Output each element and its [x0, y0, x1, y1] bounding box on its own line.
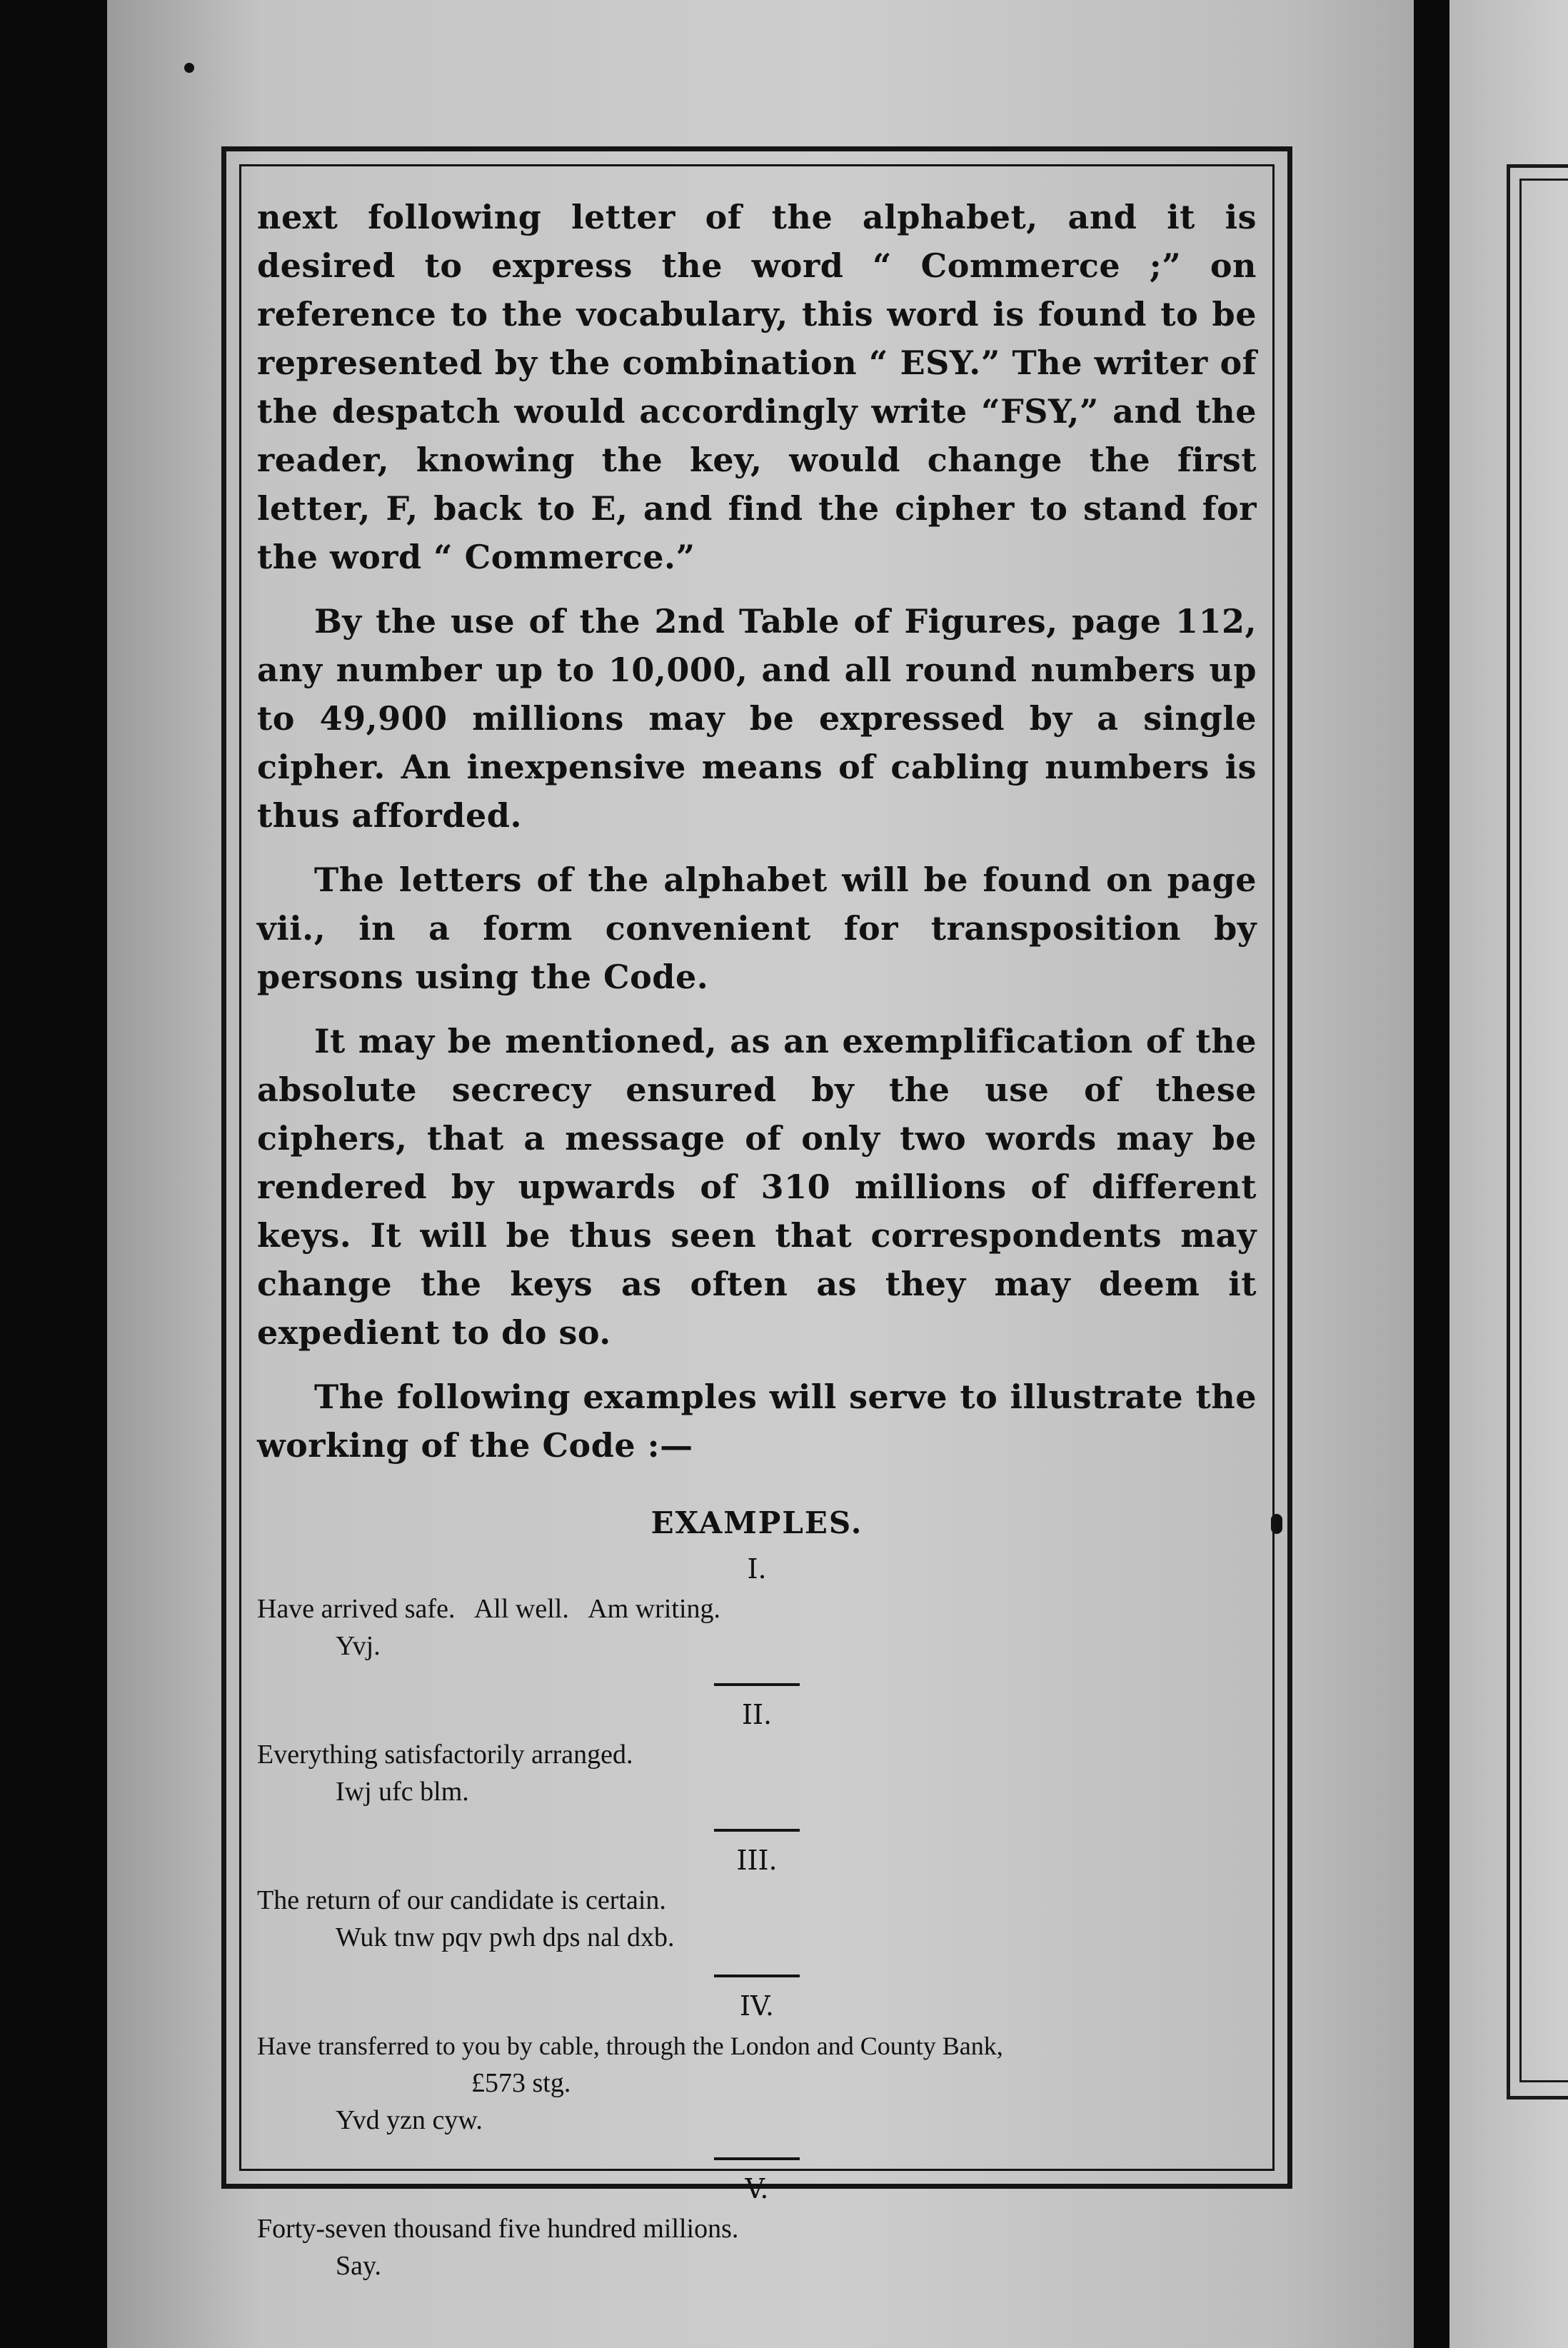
separator-rule: [714, 1683, 800, 1686]
page-text: [257, 193, 1257, 2284]
example-text: Forty-seven thousand five hundred millions.: [257, 2214, 739, 2244]
separator-rule: [714, 1829, 800, 1832]
example-cipher: Yvd yzn cyw.: [336, 2105, 483, 2135]
example-numeral: II.: [741, 1699, 773, 1730]
adjacent-page-inner-frame: [1519, 179, 1568, 2082]
examples-heading: EXAMPLES.: [650, 1505, 863, 1540]
example-block: [257, 1990, 1257, 2139]
example-cipher: Iwj ufc blm.: [336, 1777, 469, 1807]
example-text: The return of our candidate is certain.: [257, 1885, 666, 1915]
example-cipher: Yvj.: [336, 1631, 381, 1661]
example-numeral: IV.: [740, 1990, 774, 2022]
paragraph: It may be mentioned, as an exemplification of the absolute secrecy ensured by the use of these ciphers, that a message of only two words may be rendered by upwards of 310 millions of different keys. It will be thus seen that correspondents may change the keys as often as they may deem it expedient to do so.: [257, 1022, 1257, 1352]
separator-rule: [714, 2157, 800, 2160]
example-amount: £573 stg.: [471, 2068, 571, 2098]
example-numeral: V.: [745, 2173, 769, 2204]
example-numeral: I.: [747, 1553, 767, 1585]
paragraph: The following examples will serve to illustrate the working of the Code :—: [257, 1378, 1257, 1465]
example-cipher: Say.: [336, 2251, 382, 2281]
example-block: [257, 2173, 1257, 2284]
speck: [184, 63, 194, 73]
example-text: Have arrived safe. All well. Am writing.: [257, 1594, 721, 1624]
example-block: [257, 1699, 1257, 1810]
example-block: [257, 1553, 1257, 1665]
example-text: Everything satisfactorily arranged.: [257, 1740, 633, 1770]
separator-rule: [714, 1975, 800, 1977]
example-cipher: Wuk tnw pqv pwh dps nal dxb.: [336, 1922, 675, 1952]
paragraph: By the use of the 2nd Table of Figures, page 112, any number up to 10,000, and all round numbers up to 49,900 millions may be expressed by a single cipher. An inexpensive means of cabling numbers is thus afforded.: [257, 602, 1257, 835]
example-block: [257, 1845, 1257, 1956]
example-numeral: III.: [736, 1845, 778, 1876]
paragraph: The letters of the alphabet will be found on page vii., in a form convenient for transposition by persons using the Code.: [257, 861, 1257, 996]
paragraph: next following letter of the alphabet, and it is desired to express the word “ Commerce ;” on reference to the vocabulary, this word is found to be represented by the combination “ ESY.” The writer of the despatch would accordingly write “FSY,” and the reader, knowing the key, would change the first letter, F, back to E, and find the cipher to stand for the word “ Commerce.”: [257, 198, 1257, 576]
example-text: Have transferred to you by cable, through the London and County Bank,: [257, 2032, 1003, 2060]
